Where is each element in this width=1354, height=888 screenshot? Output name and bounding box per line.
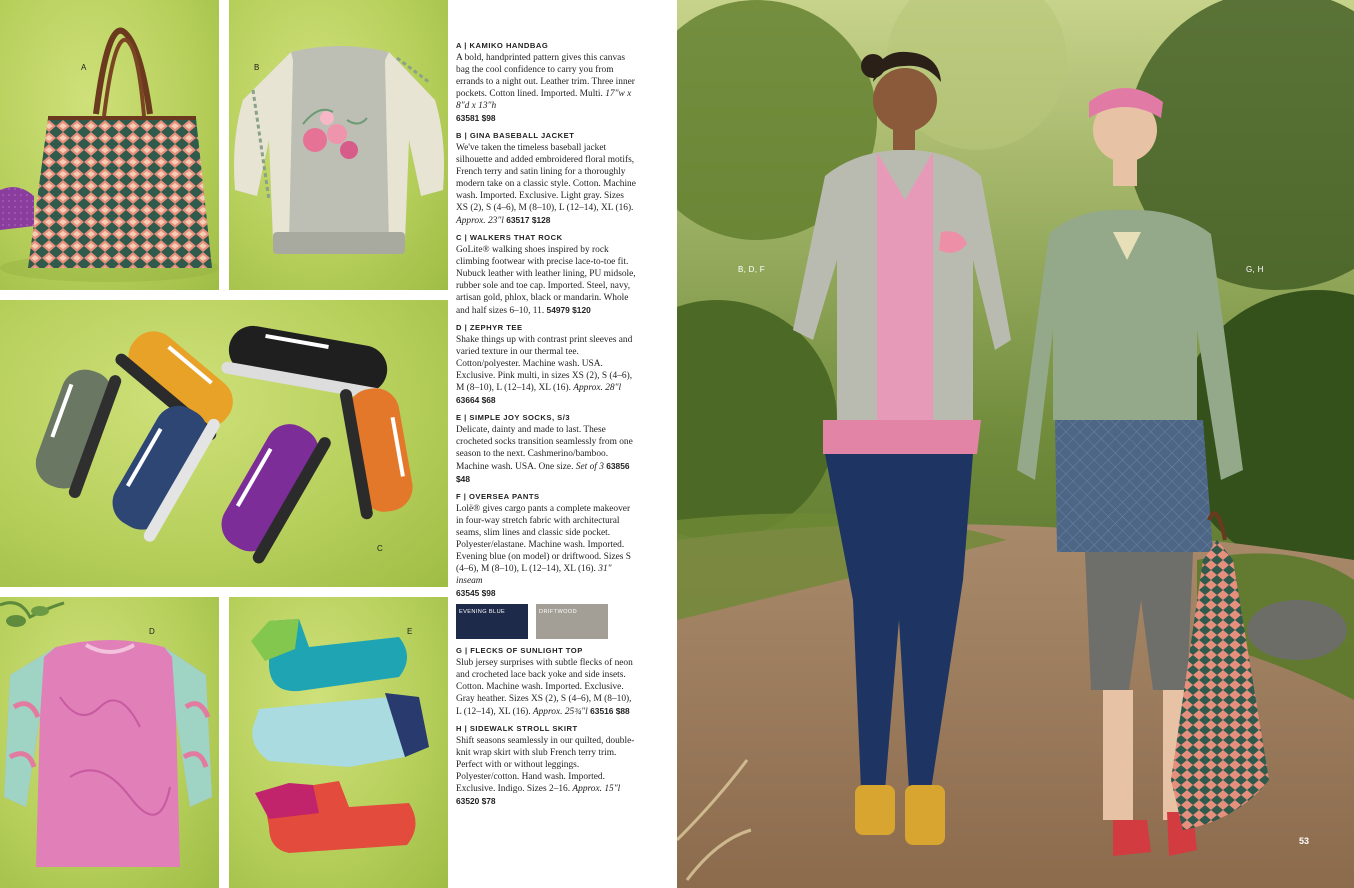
swatch-label: EVENING BLUE [459, 609, 506, 615]
product-sku-price: 63517 $128 [506, 215, 551, 225]
product-measure: 31" inseam [456, 564, 612, 586]
jacket-illustration [229, 0, 448, 290]
product-sku-price: 63516 $88 [590, 706, 630, 716]
swatch-label: DRIFTWOOD [539, 609, 578, 615]
product-entry-c [456, 232, 638, 317]
swatch-evening-blue [456, 604, 528, 639]
photo-letter-a: A [81, 63, 87, 72]
product-body [456, 334, 638, 407]
product-body [456, 52, 638, 125]
product-entry-e [456, 412, 638, 486]
product-body [456, 503, 638, 600]
shoes-photo [0, 300, 448, 587]
product-measure: Approx. 23"l [456, 216, 504, 226]
product-title: E | SIMPLE JOY SOCKS, S/3 [456, 413, 571, 422]
product-sku-price: 63664 $68 [456, 395, 496, 405]
product-description: A bold, handprinted pattern gives this canvas bag the cool confidence to carry you from errands to a night out. Leather trim. Three inner pockets. Cotton lined. Imported. Multi. [456, 53, 635, 99]
handbag-illustration [0, 0, 219, 290]
photo-letter-c: C [377, 544, 384, 553]
product-entry-f [456, 491, 638, 639]
product-entry-a [456, 40, 638, 125]
photo-letter-bdf: B, D, F [738, 265, 765, 274]
product-description: Slub jersey surprises with subtle flecks of neon and crocheted lace back yoke and side insets. Cotton. Machine wash. Imported. Exclusive. Gray heather. Sizes XS (2), S (4–6), M (8–10), L (12–14), XL (16). [456, 658, 633, 717]
product-title: B | GINA BASEBALL JACKET [456, 131, 575, 140]
photo-letter-d: D [149, 627, 156, 636]
tee-photo [0, 597, 219, 888]
jacket-photo [229, 0, 448, 290]
product-title: D | ZEPHYR TEE [456, 323, 523, 332]
socks-illustration [229, 597, 448, 888]
product-measure: 17"w x 8"d x 13"h [456, 89, 632, 111]
handbag-photo [0, 0, 219, 290]
photo-letter-gh: G, H [1246, 265, 1264, 274]
socks-photo [229, 597, 448, 888]
product-sku-price: 63545 $98 [456, 588, 496, 598]
product-sku-price: 54979 $120 [546, 305, 591, 315]
product-descriptions [456, 40, 638, 813]
product-title: F | OVERSEA PANTS [456, 492, 540, 501]
photo-letter-e: E [407, 627, 413, 636]
product-title: H | SIDEWALK STROLL SKIRT [456, 724, 578, 733]
product-title: G | FLECKS OF SUNLIGHT TOP [456, 646, 583, 655]
product-body [456, 142, 638, 227]
product-title: A | KAMIKO HANDBAG [456, 41, 549, 50]
model-photo-illustration [677, 0, 1354, 888]
product-sku-price: 63520 $78 [456, 796, 496, 806]
swatch-driftwood [536, 604, 608, 639]
product-sku-price: 63856 $48 [456, 461, 630, 484]
product-description: Shift seasons seamlessly in our quilted, double-knit wrap skirt with slub French terry trim. Perfect with or without leggings. Polyester/cotton. Hand wash. Imported. Exclusive. Indigo. Sizes 2–16. [456, 736, 635, 794]
product-measure: Approx. 28"l [573, 383, 622, 393]
product-body [456, 424, 638, 486]
product-body [456, 244, 638, 317]
product-description: GoLite® walking shoes inspired by rock climbing footwear with precise lace-to-toe fit. Nubuck leather with leather lining, PU midsole, rubber sole and toe cap. Imported. Steel, navy, artisan gold, phlox, black or mandarin. Whole and half sizes 6–10, 11. [456, 245, 636, 316]
product-entry-g [456, 645, 638, 718]
product-description: Shake things up with contrast print sleeves and varied texture in our thermal tee. Cotton/polyester. Machine wash. USA. Exclusive. Pink multi, in sizes XS (2), S (4–6), M (8–10), L (12–14), XL (16). [456, 335, 633, 393]
product-measure: Approx. 25¾"l [532, 707, 588, 717]
product-measure: Set of 3 [575, 462, 604, 472]
product-title: C | WALKERS THAT ROCK [456, 233, 563, 242]
page-number: 53 [1299, 836, 1310, 846]
product-measure: Approx. 15"l [572, 784, 621, 794]
photo-letter-b: B [254, 63, 260, 72]
product-description: Delicate, dainty and made to last. These crocheted socks transition seamlessly from one season to the next. Cashmerino/bamboo. Machine wash. USA. One size. [456, 425, 633, 472]
tee-illustration [0, 597, 219, 888]
product-sku-price: 63581 $98 [456, 113, 496, 123]
product-entry-d [456, 322, 638, 407]
product-description: Lolë® gives cargo pants a complete makeover in four-way stretch fabric with architectural seams, slim lines and classic side pocket. Polyester/elastane. Machine wash. Imported. Evening blue (on model) or driftwood. Sizes S (4–6), M (8–10), L (12–14), XL (16). [456, 504, 631, 574]
product-entry-b [456, 130, 638, 227]
product-entry-h [456, 723, 638, 808]
model-photo [677, 0, 1354, 888]
color-swatches [456, 604, 638, 639]
product-body [456, 657, 638, 718]
product-body [456, 735, 638, 808]
product-description: We've taken the timeless baseball jacket silhouette and added embroidered floral motifs, French terry and satin lining for a thoroughly modern take on a classic style. Cotton. Machine wash. Imported. Exclusive. Light gray. Sizes XS (2), S (4–6), M (8–10), L (12–14), XL (16). [456, 143, 636, 213]
